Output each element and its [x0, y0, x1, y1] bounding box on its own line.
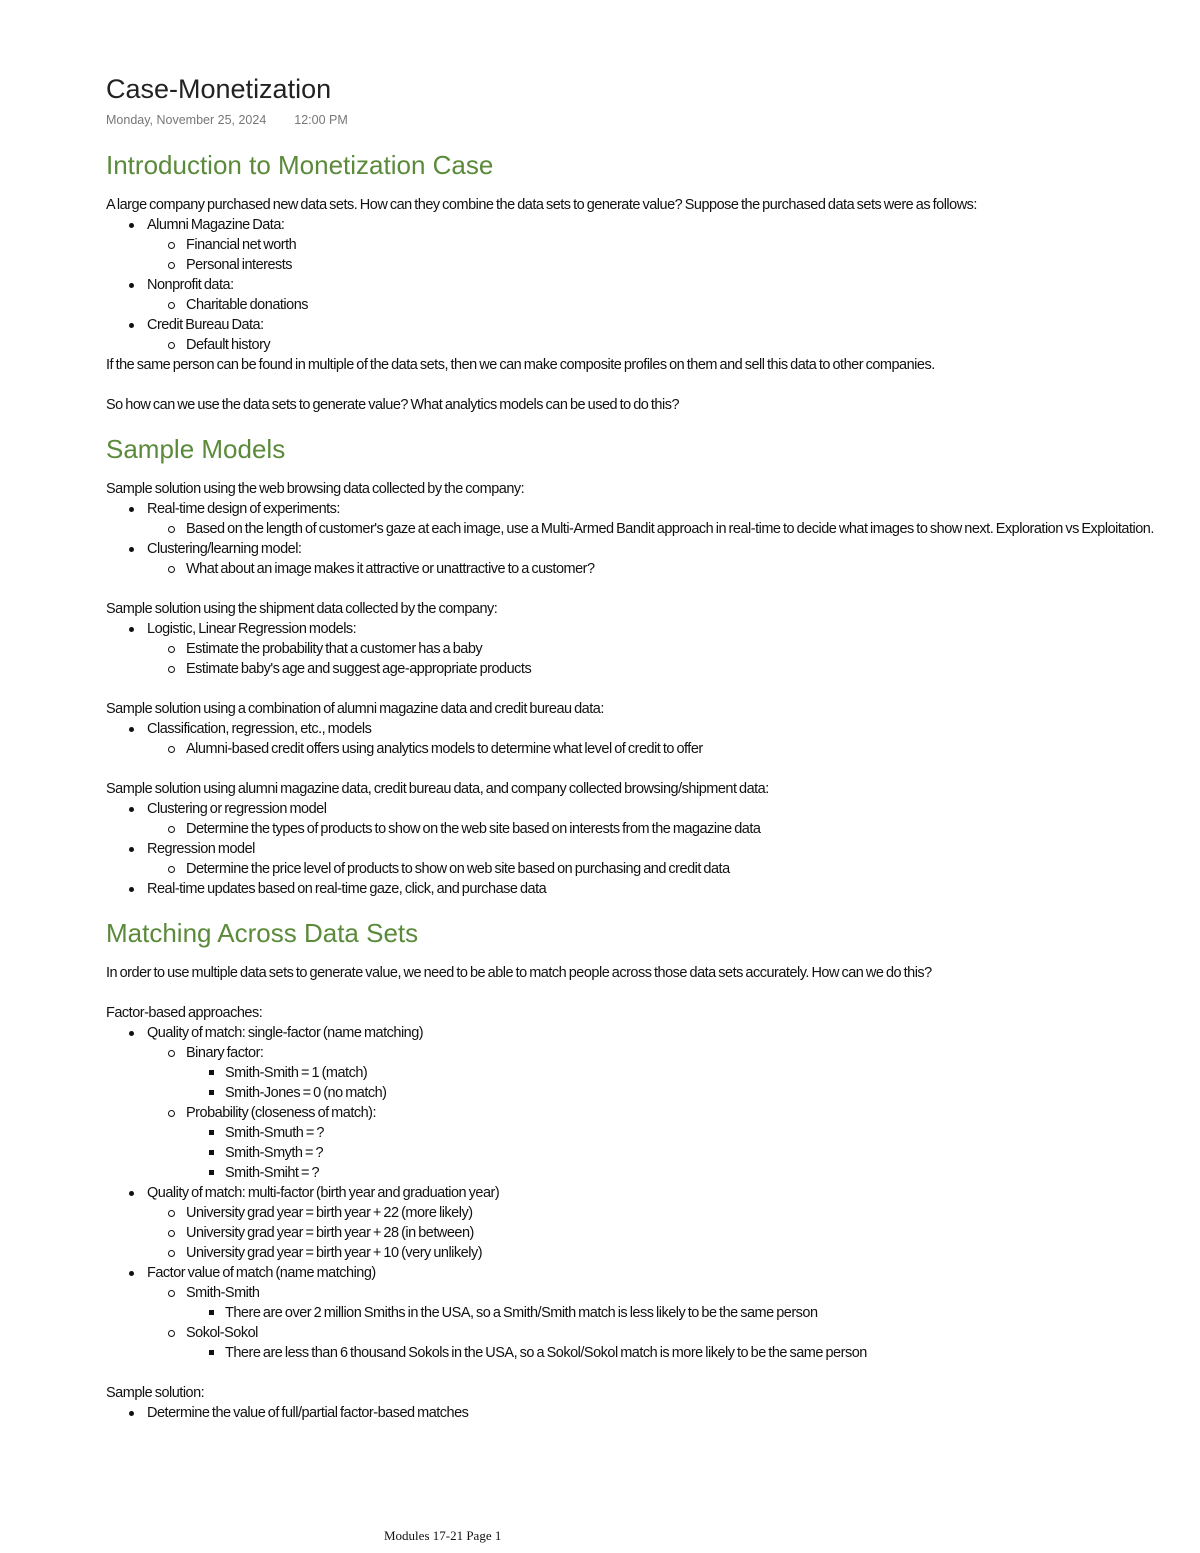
- list-item: Clustering or regression model: [106, 799, 1196, 819]
- ship-list: [106, 619, 1196, 679]
- list-item: Determine the types of products to show on the web site based on interests from the magazine data: [106, 819, 1196, 839]
- list-item: University grad year = birth year + 22 (more likely): [106, 1203, 1196, 1223]
- page-time: 12:00 PM: [294, 113, 348, 127]
- factor-list: [106, 1023, 1196, 1363]
- section-heading-intro: Introduction to Monetization Case: [106, 150, 494, 180]
- list-item: University grad year = birth year + 28 (in between): [106, 1223, 1196, 1243]
- list-item: Estimate the probability that a customer has a baby: [106, 639, 1196, 659]
- factor-lead: Factor-based approaches:: [106, 1005, 263, 1021]
- list-item: Smith-Smiht = ?: [106, 1163, 1196, 1183]
- all-list: [106, 799, 1196, 899]
- note-page: [106, 72, 1196, 1423]
- list-item: Smith-Jones = 0 (no match): [106, 1083, 1196, 1103]
- list-item: Binary factor:: [106, 1043, 1196, 1063]
- page-date: Monday, November 25, 2024: [106, 113, 267, 127]
- list-item: Quality of match: multi-factor (birth year and graduation year): [106, 1183, 1196, 1203]
- section-heading-matching: Matching Across Data Sets: [106, 918, 419, 948]
- list-item: Real-time design of experiments:: [106, 499, 1196, 519]
- combo-lead: Sample solution using a combination of alumni magazine data and credit bureau data:: [106, 701, 604, 717]
- list-item: Alumni-based credit offers using analytics models to determine what level of credit to offer: [106, 739, 1196, 759]
- list-item: University grad year = birth year + 10 (very unlikely): [106, 1243, 1196, 1263]
- list-item: Factor value of match (name matching): [106, 1263, 1196, 1283]
- matching-lead: In order to use multiple data sets to generate value, we need to be able to match people across those data sets accurately. How can we do this?: [106, 965, 932, 981]
- list-item: Real-time updates based on real-time gaze, click, and purchase data: [106, 879, 1196, 899]
- list-item: Clustering/learning model:: [106, 539, 1196, 559]
- list-item: Estimate baby's age and suggest age-appropriate products: [106, 659, 1196, 679]
- list-item: Default history: [106, 335, 1196, 355]
- intro-question: So how can we use the data sets to generate value? What analytics models can be used to do this?: [106, 397, 680, 413]
- list-item: Smith-Smuth = ?: [106, 1123, 1196, 1143]
- solution-list: [106, 1403, 1196, 1423]
- section-heading-sample-models: Sample Models: [106, 434, 286, 464]
- list-item: Sokol-Sokol: [106, 1323, 1196, 1343]
- ship-lead: Sample solution using the shipment data collected by the company:: [106, 601, 498, 617]
- intro-lead: A large company purchased new data sets. How can they combine the data sets to generate value? Suppose the purchased data sets were as follows:: [106, 197, 977, 213]
- page-meta: [106, 113, 1196, 131]
- list-item: Quality of match: single-factor (name matching): [106, 1023, 1196, 1043]
- list-item: Regression model: [106, 839, 1196, 859]
- list-item: Classification, regression, etc., models: [106, 719, 1196, 739]
- list-item: Based on the length of customer's gaze at each image, use a Multi-Armed Bandit approach in real-time to decide what images to show next. Exploration vs Exploitation.: [106, 519, 1196, 539]
- combo-list: [106, 719, 1196, 759]
- list-item: Personal interests: [106, 255, 1196, 275]
- list-item: Credit Bureau Data:: [106, 315, 1196, 335]
- page-footer: Modules 17-21 Page 1: [384, 1528, 502, 1543]
- web-list: [106, 499, 1196, 579]
- data-set-list: [106, 215, 1196, 355]
- list-item: What about an image makes it attractive or unattractive to a customer?: [106, 559, 1196, 579]
- list-item: Financial net worth: [106, 235, 1196, 255]
- list-item: There are over 2 million Smiths in the USA, so a Smith/Smith match is less likely to be the same person: [106, 1303, 1196, 1323]
- list-item: Determine the price level of products to show on web site based on purchasing and credit data: [106, 859, 1196, 879]
- list-item: Nonprofit data:: [106, 275, 1196, 295]
- page-title: Case-Monetization: [106, 74, 332, 104]
- web-lead: Sample solution using the web browsing data collected by the company:: [106, 481, 525, 497]
- all-lead: Sample solution using alumni magazine data, credit bureau data, and company collected browsing/shipment data:: [106, 781, 769, 797]
- list-item: Smith-Smith = 1 (match): [106, 1063, 1196, 1083]
- list-item: Alumni Magazine Data:: [106, 215, 1196, 235]
- list-item: Probability (closeness of match):: [106, 1103, 1196, 1123]
- intro-after: If the same person can be found in multiple of the data sets, then we can make composite profiles on them and sell this data to other companies.: [106, 357, 935, 373]
- list-item: Charitable donations: [106, 295, 1196, 315]
- solution-lead: Sample solution:: [106, 1385, 205, 1401]
- list-item: There are less than 6 thousand Sokols in the USA, so a Sokol/Sokol match is more likely to be the same person: [106, 1343, 1196, 1363]
- list-item: Smith-Smyth = ?: [106, 1143, 1196, 1163]
- list-item: Determine the value of full/partial factor-based matches: [106, 1403, 1196, 1423]
- list-item: Logistic, Linear Regression models:: [106, 619, 1196, 639]
- list-item: Smith-Smith: [106, 1283, 1196, 1303]
